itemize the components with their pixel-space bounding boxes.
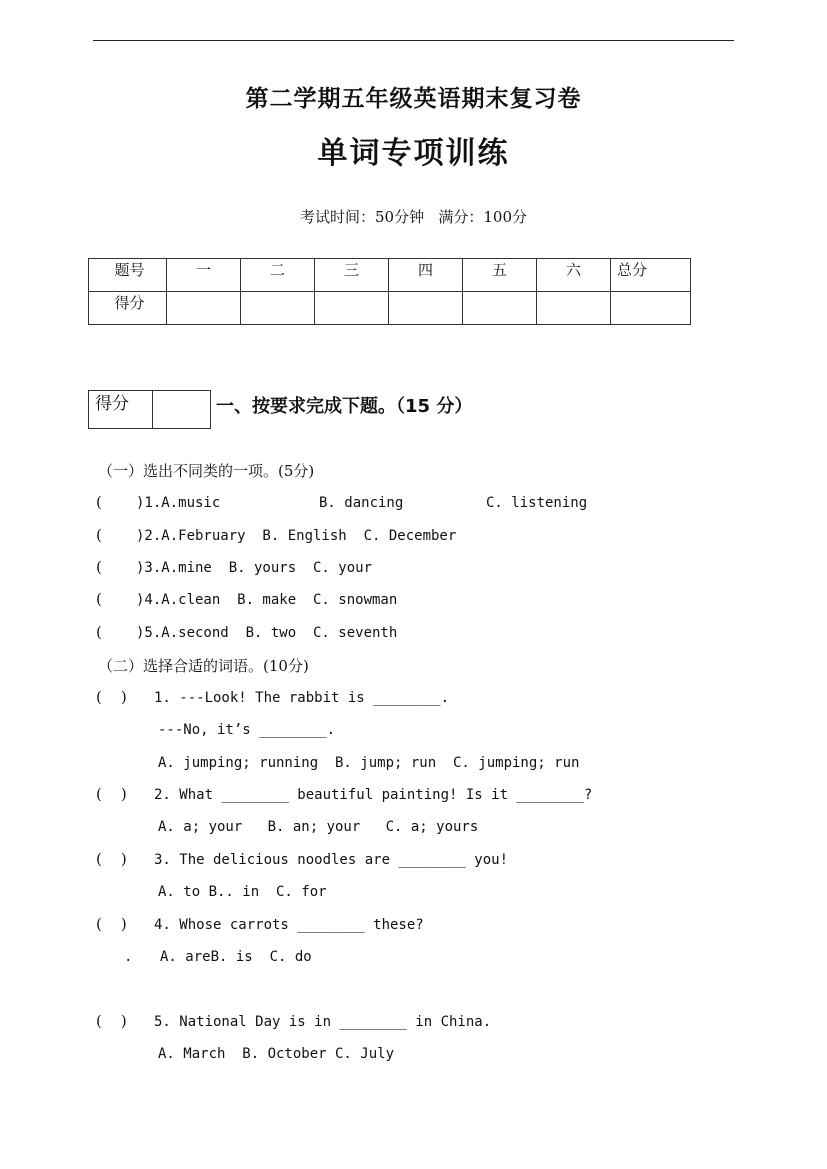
score-table-cell: 一: [167, 259, 241, 292]
answer-paren[interactable]: (: [96, 558, 102, 576]
score-table-cell: 题号: [89, 259, 167, 292]
question-text: )5.A.second B. two C. seventh: [136, 625, 398, 641]
option-text: A. March B. October C. July: [158, 1046, 395, 1062]
answer-paren[interactable]: ( ): [96, 915, 127, 933]
score-table-cell: 三: [315, 259, 389, 292]
answer-paren[interactable]: ( ): [96, 785, 127, 803]
score-blank-cell[interactable]: [315, 292, 389, 325]
stray-dot: .: [124, 949, 133, 965]
exam-info: 考试时间：50分钟 满分：100分: [299, 208, 528, 226]
option-text: B. dancing: [319, 495, 404, 511]
score-blank-cell[interactable]: [537, 292, 611, 325]
question-text: 4. Whose carrots ________ these?: [154, 917, 424, 933]
header-rule: [93, 40, 734, 41]
question-text: )4.A.clean B. make C. snowman: [136, 592, 398, 608]
score-table-cell: 得分: [89, 292, 167, 325]
score-blank-cell[interactable]: [241, 292, 315, 325]
question-text: )1.A.music: [136, 495, 221, 511]
answer-paren[interactable]: ( ): [96, 850, 127, 868]
score-table-cell: 总分: [611, 259, 691, 292]
score-table-header-row: [89, 259, 691, 292]
score-table-cell: 六: [537, 259, 611, 292]
question-text: 5. National Day is in ________ in China.: [154, 1014, 492, 1030]
answer-paren[interactable]: (: [96, 526, 102, 544]
section-heading: 一、按要求完成下题。（15 分）: [216, 396, 473, 417]
question-text: 3. The delicious noodles are ________ you!: [154, 852, 509, 868]
score-table-cell: 四: [389, 259, 463, 292]
question-text: 2. What ________ beautiful painting! Is it ________?: [154, 787, 593, 803]
question-text: 1. ---Look! The rabbit is ________.: [154, 690, 450, 706]
exam-title: 第二学期五年级英语期末复习卷: [245, 85, 582, 112]
answer-paren[interactable]: ( ): [96, 688, 127, 706]
answer-paren[interactable]: (: [96, 493, 102, 511]
option-text: A. areB. is C. do: [160, 949, 312, 965]
question-text: ---No, it’s ________.: [158, 722, 336, 738]
score-blank-cell[interactable]: [463, 292, 537, 325]
score-blank-cell[interactable]: [167, 292, 241, 325]
option-text: A. jumping; running B. jump; run C. jumping; run: [158, 755, 580, 771]
part1-heading: （一）选出不同类的一项。(5分): [98, 462, 315, 480]
score-table: [88, 258, 691, 325]
answer-paren[interactable]: (: [96, 623, 102, 641]
score-blank-cell[interactable]: [389, 292, 463, 325]
option-text: A. to B.. in C. for: [158, 884, 327, 900]
score-blank-cell[interactable]: [611, 292, 691, 325]
score-table-score-row: [89, 292, 691, 325]
section-score-blank[interactable]: [153, 391, 211, 429]
option-text: A. a; your B. an; your C. a; yours: [158, 819, 479, 835]
question-text: )3.A.mine B. yours C. your: [136, 560, 373, 576]
score-table-cell: 五: [463, 259, 537, 292]
section-score-box: [88, 390, 211, 429]
score-table-cell: 二: [241, 259, 315, 292]
option-text: C. listening: [486, 495, 588, 511]
exam-subtitle: 单词专项训练: [317, 136, 510, 171]
question-text: )2.A.February B. English C. December: [136, 528, 457, 544]
part2-heading: （二）选择合适的词语。(10分): [98, 657, 309, 675]
answer-paren[interactable]: (: [96, 590, 102, 608]
section-score-label: 得分: [89, 391, 153, 429]
answer-paren[interactable]: ( ): [96, 1012, 127, 1030]
